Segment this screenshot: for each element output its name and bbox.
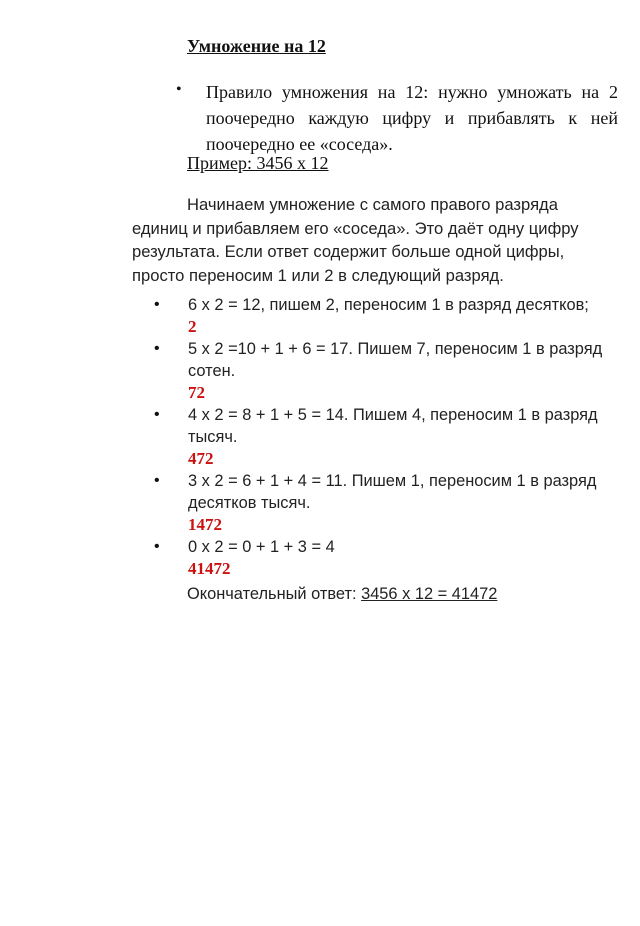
bullet-icon: • (154, 296, 160, 313)
step-item (154, 536, 620, 580)
step-text: 5 х 2 =10 + 1 + 6 = 17. Пишем 7, переносим 1 в разряд сотен. (188, 340, 603, 380)
step-result: 72 (188, 383, 205, 402)
step-text: 0 х 2 = 0 + 1 + 3 = 4 (188, 538, 335, 556)
bullet-icon: • (154, 406, 160, 423)
step-text: 6 х 2 = 12, пишем 2, переносим 1 в разряд десятков; (188, 296, 589, 314)
step-item (154, 294, 620, 338)
step-result: 2 (188, 317, 197, 336)
rule-item (176, 79, 618, 157)
step-text: 4 х 2 = 8 + 1 + 5 = 14. Пишем 4, переносим 1 в разряд тысяч. (188, 406, 598, 446)
final-label: Окончательный ответ: (187, 585, 362, 603)
bullet-icon: • (176, 81, 182, 98)
step-result: 472 (188, 449, 214, 468)
intro-paragraph (132, 193, 602, 287)
bullet-icon: • (154, 472, 160, 489)
page-title: Умножение на 12 (187, 36, 326, 56)
step-item (154, 338, 620, 404)
example-line: Пример: 3456 х 12 (187, 153, 329, 173)
step-result: 41472 (188, 559, 231, 578)
step-result: 1472 (188, 515, 222, 534)
step-item (154, 470, 620, 536)
bullet-icon: • (154, 538, 160, 555)
final-answer-value: 3456 х 12 = 41472 (361, 585, 498, 603)
steps-list (154, 294, 620, 580)
bullet-icon: • (154, 340, 160, 357)
step-item (154, 404, 620, 470)
rule-text: Правило умножения на 12: нужно умножать на 2 поочередно каждую цифру и прибавлять к ней поочередно ее «соседа». (206, 82, 618, 154)
intro-text: Начинаем умножение с самого правого разряда единиц и прибавляем его «соседа». Это даёт одну цифру результата. Если ответ содержит больше одной цифры, просто переносим 1 или 2 в следующий разряд. (132, 195, 579, 285)
final-answer (187, 583, 497, 605)
step-text: 3 х 2 = 6 + 1 + 4 = 11. Пишем 1, переносим 1 в разряд десятков тысяч. (188, 472, 597, 512)
